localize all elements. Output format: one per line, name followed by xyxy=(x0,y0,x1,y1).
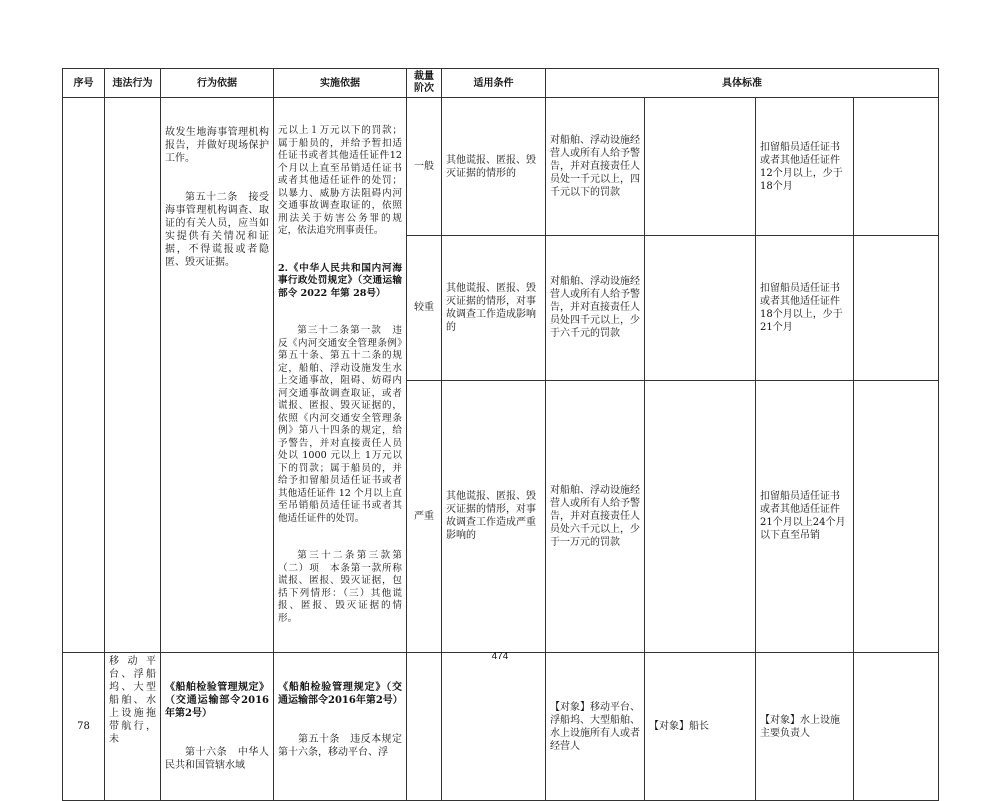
standard-cell-empty xyxy=(854,653,939,801)
penalty-standards-table xyxy=(62,68,939,801)
header-implementation-basis: 实施依据 xyxy=(274,69,407,98)
legal-basis-cell xyxy=(161,98,274,653)
condition-cell xyxy=(442,653,546,801)
standard-cell xyxy=(645,236,756,381)
basis-text: 第五十二条 接受海事管理机构调查、取证的有关人员，应当如实提供有关情况和证据，不得谎报或者隐匿、毁灭证据。 xyxy=(165,192,269,268)
standard-cell-empty xyxy=(854,98,939,236)
basis-title: 《船舶检验管理规定》（交通运输部令2016年第2号） xyxy=(165,682,269,719)
level-cell: 较重 xyxy=(407,236,442,381)
impl-text: 第三十二条第三款第（二）项 本条第一款所称谎报、匿报、毁灭证据，包括下列情形：（三）其他谎报、匿报、毁灭证据的情形。 xyxy=(278,550,402,624)
violation-cell: 移动平台、浮船坞、大型船舶、水上设施拖带航行，未 xyxy=(105,653,161,801)
table-row xyxy=(63,98,939,236)
standard-cell-empty xyxy=(854,380,939,652)
legal-basis-cell xyxy=(161,653,274,801)
page-number: 474 xyxy=(491,651,509,662)
header-serial: 序号 xyxy=(63,69,105,98)
impl-text: 第五十条 违反本规定第十六条，移动平台、浮 xyxy=(278,734,402,758)
standard-cell: 扣留船员适任证书或者其他适任证件18个月以上，少于21个月 xyxy=(756,236,854,381)
standard-cell: 对船舶、浮动设施经营人或所有人给予警告，并对直接责任人员处四千元以上，少于六千元的罚款 xyxy=(546,236,645,381)
condition-cell: 其他谎报、匿报、毁灭证据的情形，对事故调查工作造成严重影响的 xyxy=(442,380,546,652)
standard-cell: 【对象】船长 xyxy=(645,653,756,801)
level-cell: 一般 xyxy=(407,98,442,236)
implementation-basis-cell xyxy=(274,98,407,653)
standard-cell: 【对象】移动平台、浮船坞、大型船舶、水上设施所有人或者经营人 xyxy=(546,653,645,801)
serial-cell-empty xyxy=(63,98,105,653)
implementation-basis-cell xyxy=(274,653,407,801)
impl-text: 元以上１万元以下的罚款；属于船员的，并给予暂扣适任证书或者其他适任证件12个月以上直至吊销适任证书或者其他适任证件的处罚；以暴力、威胁方法阻碍内河交通事故调查取证的，依照刑法关于妨害公务罪的规定，依法追究刑事责任。 xyxy=(278,125,402,236)
standard-cell: 【对象】水上设施主要负责人 xyxy=(756,653,854,801)
standard-cell: 扣留船员适任证书或者其他适任证件21个月以上24个月以下直至吊销 xyxy=(756,380,854,652)
standard-cell: 扣留船员适任证书或者其他适任证件12个月以上，少于18个月 xyxy=(756,98,854,236)
header-standard: 具体标准 xyxy=(546,69,939,98)
standard-cell-empty xyxy=(854,236,939,381)
header-level: 裁量 阶次 xyxy=(407,69,442,98)
level-cell xyxy=(407,653,442,801)
standard-cell: 对船舶、浮动设施经营人或所有人给予警告，并对直接责任人员处一千元以上，四千元以下的罚款 xyxy=(546,98,645,236)
standard-cell xyxy=(645,98,756,236)
header-legal-basis: 行为依据 xyxy=(161,69,274,98)
standard-cell: 对船舶、浮动设施经营人或所有人给予警告，并对直接责任人员处六千元以上，少于一万元的罚款 xyxy=(546,380,645,652)
condition-cell: 其他谎报、匿报、毁灭证据的情形的 xyxy=(442,98,546,236)
standard-cell xyxy=(645,380,756,652)
condition-cell: 其他谎报、匿报、毁灭证据的情形，对事故调查工作造成影响的 xyxy=(442,236,546,381)
impl-title: 《船舶检验管理规定》（交通运输部令2016年第2号） xyxy=(278,682,403,706)
impl-text: 第三十二条第一款 违反《内河交通安全管理条例》第五十条、第五十二条的规定，船舶、浮动设施发生水上交通事故，阻碍、妨碍内河交通事故调查取证，或者谎报、匿报、毁灭证据的，依照《内河交通安全管理条例》第八十四条的规定，给予警告，并对直接责任人员处以 1000 元以上 1万元以下的罚款；属于船员的，并给予扣留船员适任证书或者其他适任证件 12 个月以上直至吊销船员适任证书或者其他适任证件的处罚。 xyxy=(278,325,402,524)
table-row xyxy=(63,653,939,801)
header-violation: 违法行为 xyxy=(105,69,161,98)
header-condition: 适用条件 xyxy=(442,69,546,98)
level-cell: 严重 xyxy=(407,380,442,652)
basis-text: 故发生地海事管理机构报告，并做好现场保护工作。 xyxy=(165,127,269,164)
violation-cell-empty xyxy=(105,98,161,653)
impl-title: 2.《中华人民共和国内河海事行政处罚规定》（交通运输部令 2022 年第 28号） xyxy=(278,262,402,299)
basis-text: 第十六条 中华人民共和国管辖水域 xyxy=(165,747,269,771)
header-row xyxy=(63,69,939,98)
serial-cell: 78 xyxy=(63,653,105,801)
